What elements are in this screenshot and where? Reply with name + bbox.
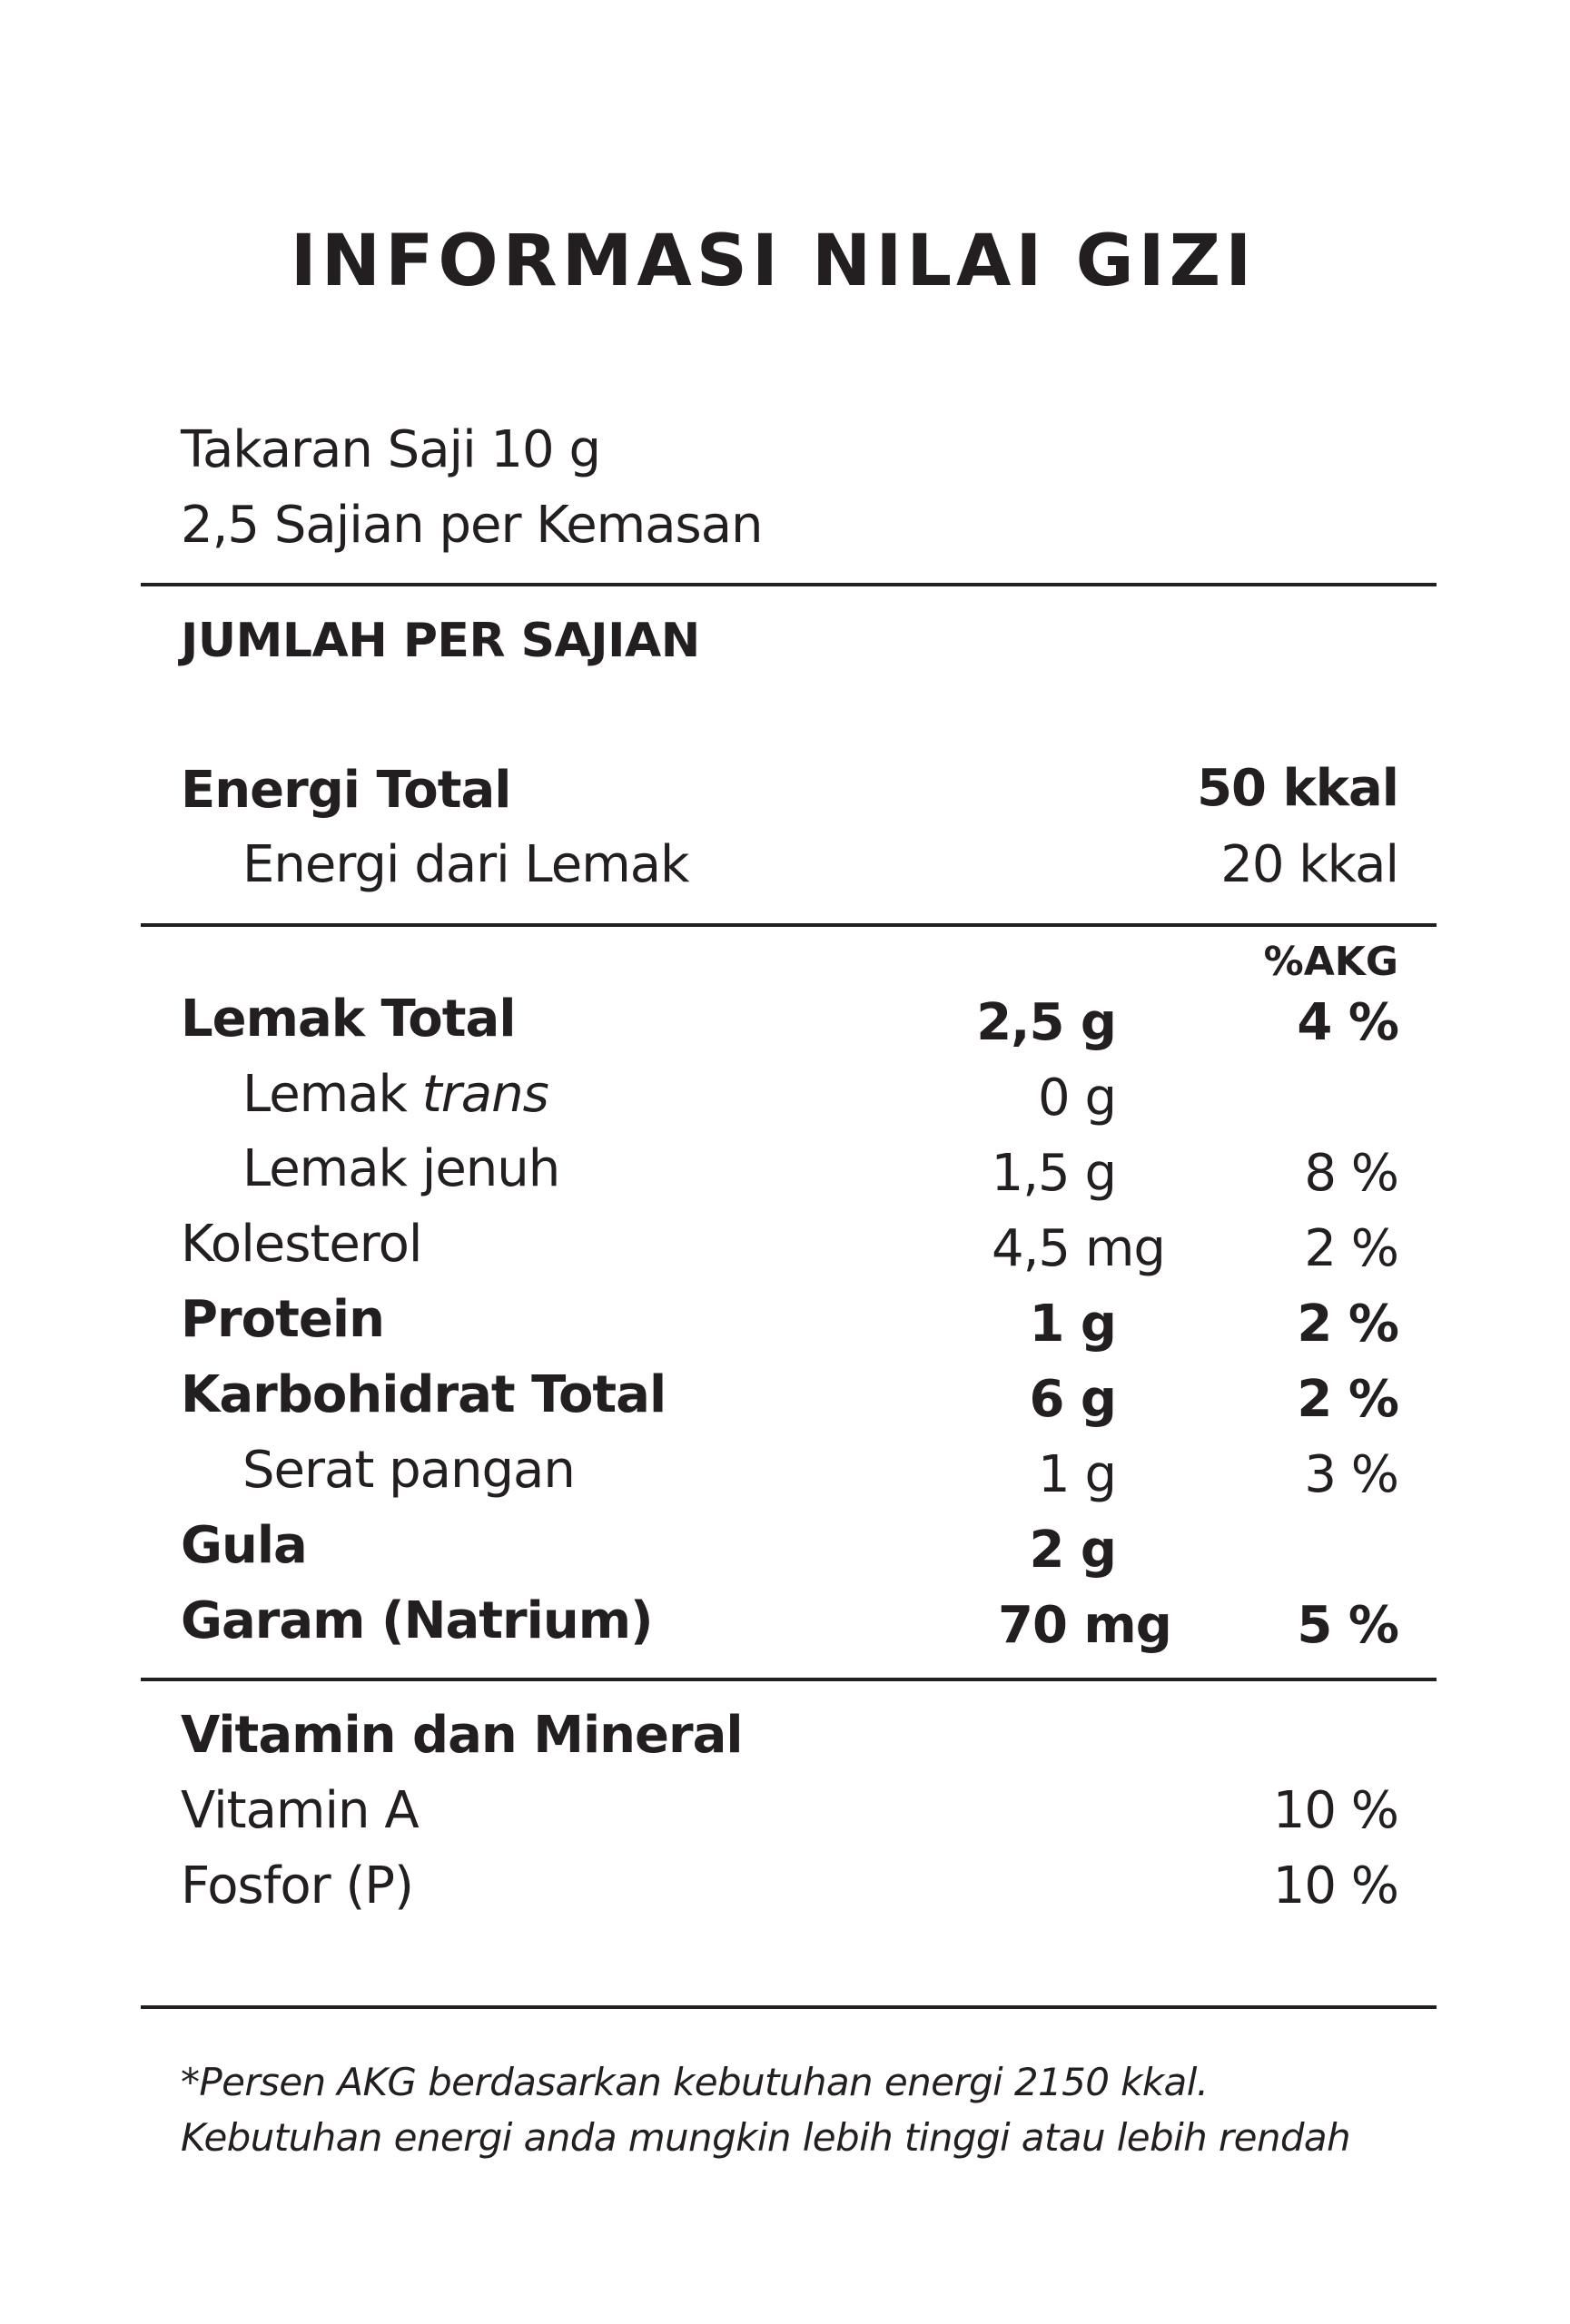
- akg-column-header: %AKG: [1263, 939, 1398, 985]
- nutrient-amount-total-fat: 2,5 g: [976, 993, 1116, 1052]
- nutrient-label-sodium: Garam (Natrium): [181, 1591, 653, 1650]
- nutrient-label-protein: Protein: [181, 1290, 384, 1349]
- vitamin-pct-phosphorus: 10 %: [1272, 1856, 1398, 1915]
- nutrient-amount-dietary-fiber: 1 g: [1038, 1445, 1116, 1504]
- vitamins-header: Vitamin dan Mineral: [181, 1706, 743, 1765]
- divider-rule: [141, 583, 1437, 586]
- trans-fat-label-italic: trans: [421, 1065, 548, 1124]
- nutrient-pct-saturated-fat: 8 %: [1304, 1144, 1398, 1203]
- footnote-line-2: Kebutuhan energi anda mungkin lebih tinggi atau lebih rendah: [181, 2115, 1351, 2160]
- energy-total-value: 50 kkal: [1197, 759, 1398, 818]
- footnote-line-1: *Persen AKG berdasarkan kebutuhan energi 2150 kkal.: [181, 2060, 1209, 2104]
- divider-rule: [141, 923, 1437, 927]
- trans-fat-label-text: Lemak: [242, 1065, 407, 1124]
- nutrient-pct-total-carbohydrate: 2 %: [1297, 1370, 1398, 1429]
- nutrient-pct-dietary-fiber: 3 %: [1304, 1445, 1398, 1504]
- nutrient-label-sugar: Gula: [181, 1516, 307, 1575]
- nutrient-label-dietary-fiber: Serat pangan: [242, 1441, 575, 1500]
- nutrient-amount-saturated-fat: 1,5 g: [991, 1144, 1116, 1203]
- energy-fat-value: 20 kkal: [1220, 835, 1398, 894]
- vitamin-pct-vitamin-a: 10 %: [1272, 1781, 1398, 1840]
- servings-per-package: 2,5 Sajian per Kemasan: [181, 496, 763, 555]
- energy-total-label: Energi Total: [181, 761, 511, 820]
- nutrient-amount-trans-fat: 0 g: [1038, 1068, 1116, 1128]
- nutrient-label-cholesterol: Kolesterol: [181, 1215, 422, 1274]
- energy-fat-label: Energi dari Lemak: [242, 835, 689, 894]
- nutrient-label-total-fat: Lemak Total: [181, 990, 516, 1049]
- nutrient-pct-cholesterol: 2 %: [1304, 1219, 1398, 1278]
- amount-per-serving-header: JUMLAH PER SAJIAN: [181, 614, 700, 668]
- nutrient-pct-sodium: 5 %: [1297, 1596, 1398, 1655]
- vitamin-label-phosphorus: Fosfor (P): [181, 1856, 413, 1915]
- divider-rule: [141, 2005, 1437, 2009]
- nutrient-label-saturated-fat: Lemak jenuh: [242, 1139, 560, 1198]
- nutrient-label-trans-fat: [242, 1065, 548, 1124]
- vitamin-label-vitamin-a: Vitamin A: [181, 1781, 419, 1840]
- nutrient-pct-protein: 2 %: [1297, 1295, 1398, 1354]
- nutrient-amount-total-carbohydrate: 6 g: [1029, 1370, 1116, 1429]
- nutrient-amount-protein: 1 g: [1029, 1295, 1116, 1354]
- serving-size: Takaran Saji 10 g: [181, 420, 601, 479]
- divider-rule: [141, 1678, 1437, 1681]
- nutrient-label-total-carbohydrate: Karbohidrat Total: [181, 1365, 667, 1424]
- page-title: INFORMASI NILAI GIZI: [290, 221, 1257, 302]
- nutrient-pct-total-fat: 4 %: [1297, 993, 1398, 1052]
- nutrient-amount-sugar: 2 g: [1029, 1521, 1116, 1580]
- nutrient-amount-cholesterol: 4,5 mg: [992, 1219, 1165, 1278]
- nutrient-amount-sodium: 70 mg: [998, 1596, 1171, 1655]
